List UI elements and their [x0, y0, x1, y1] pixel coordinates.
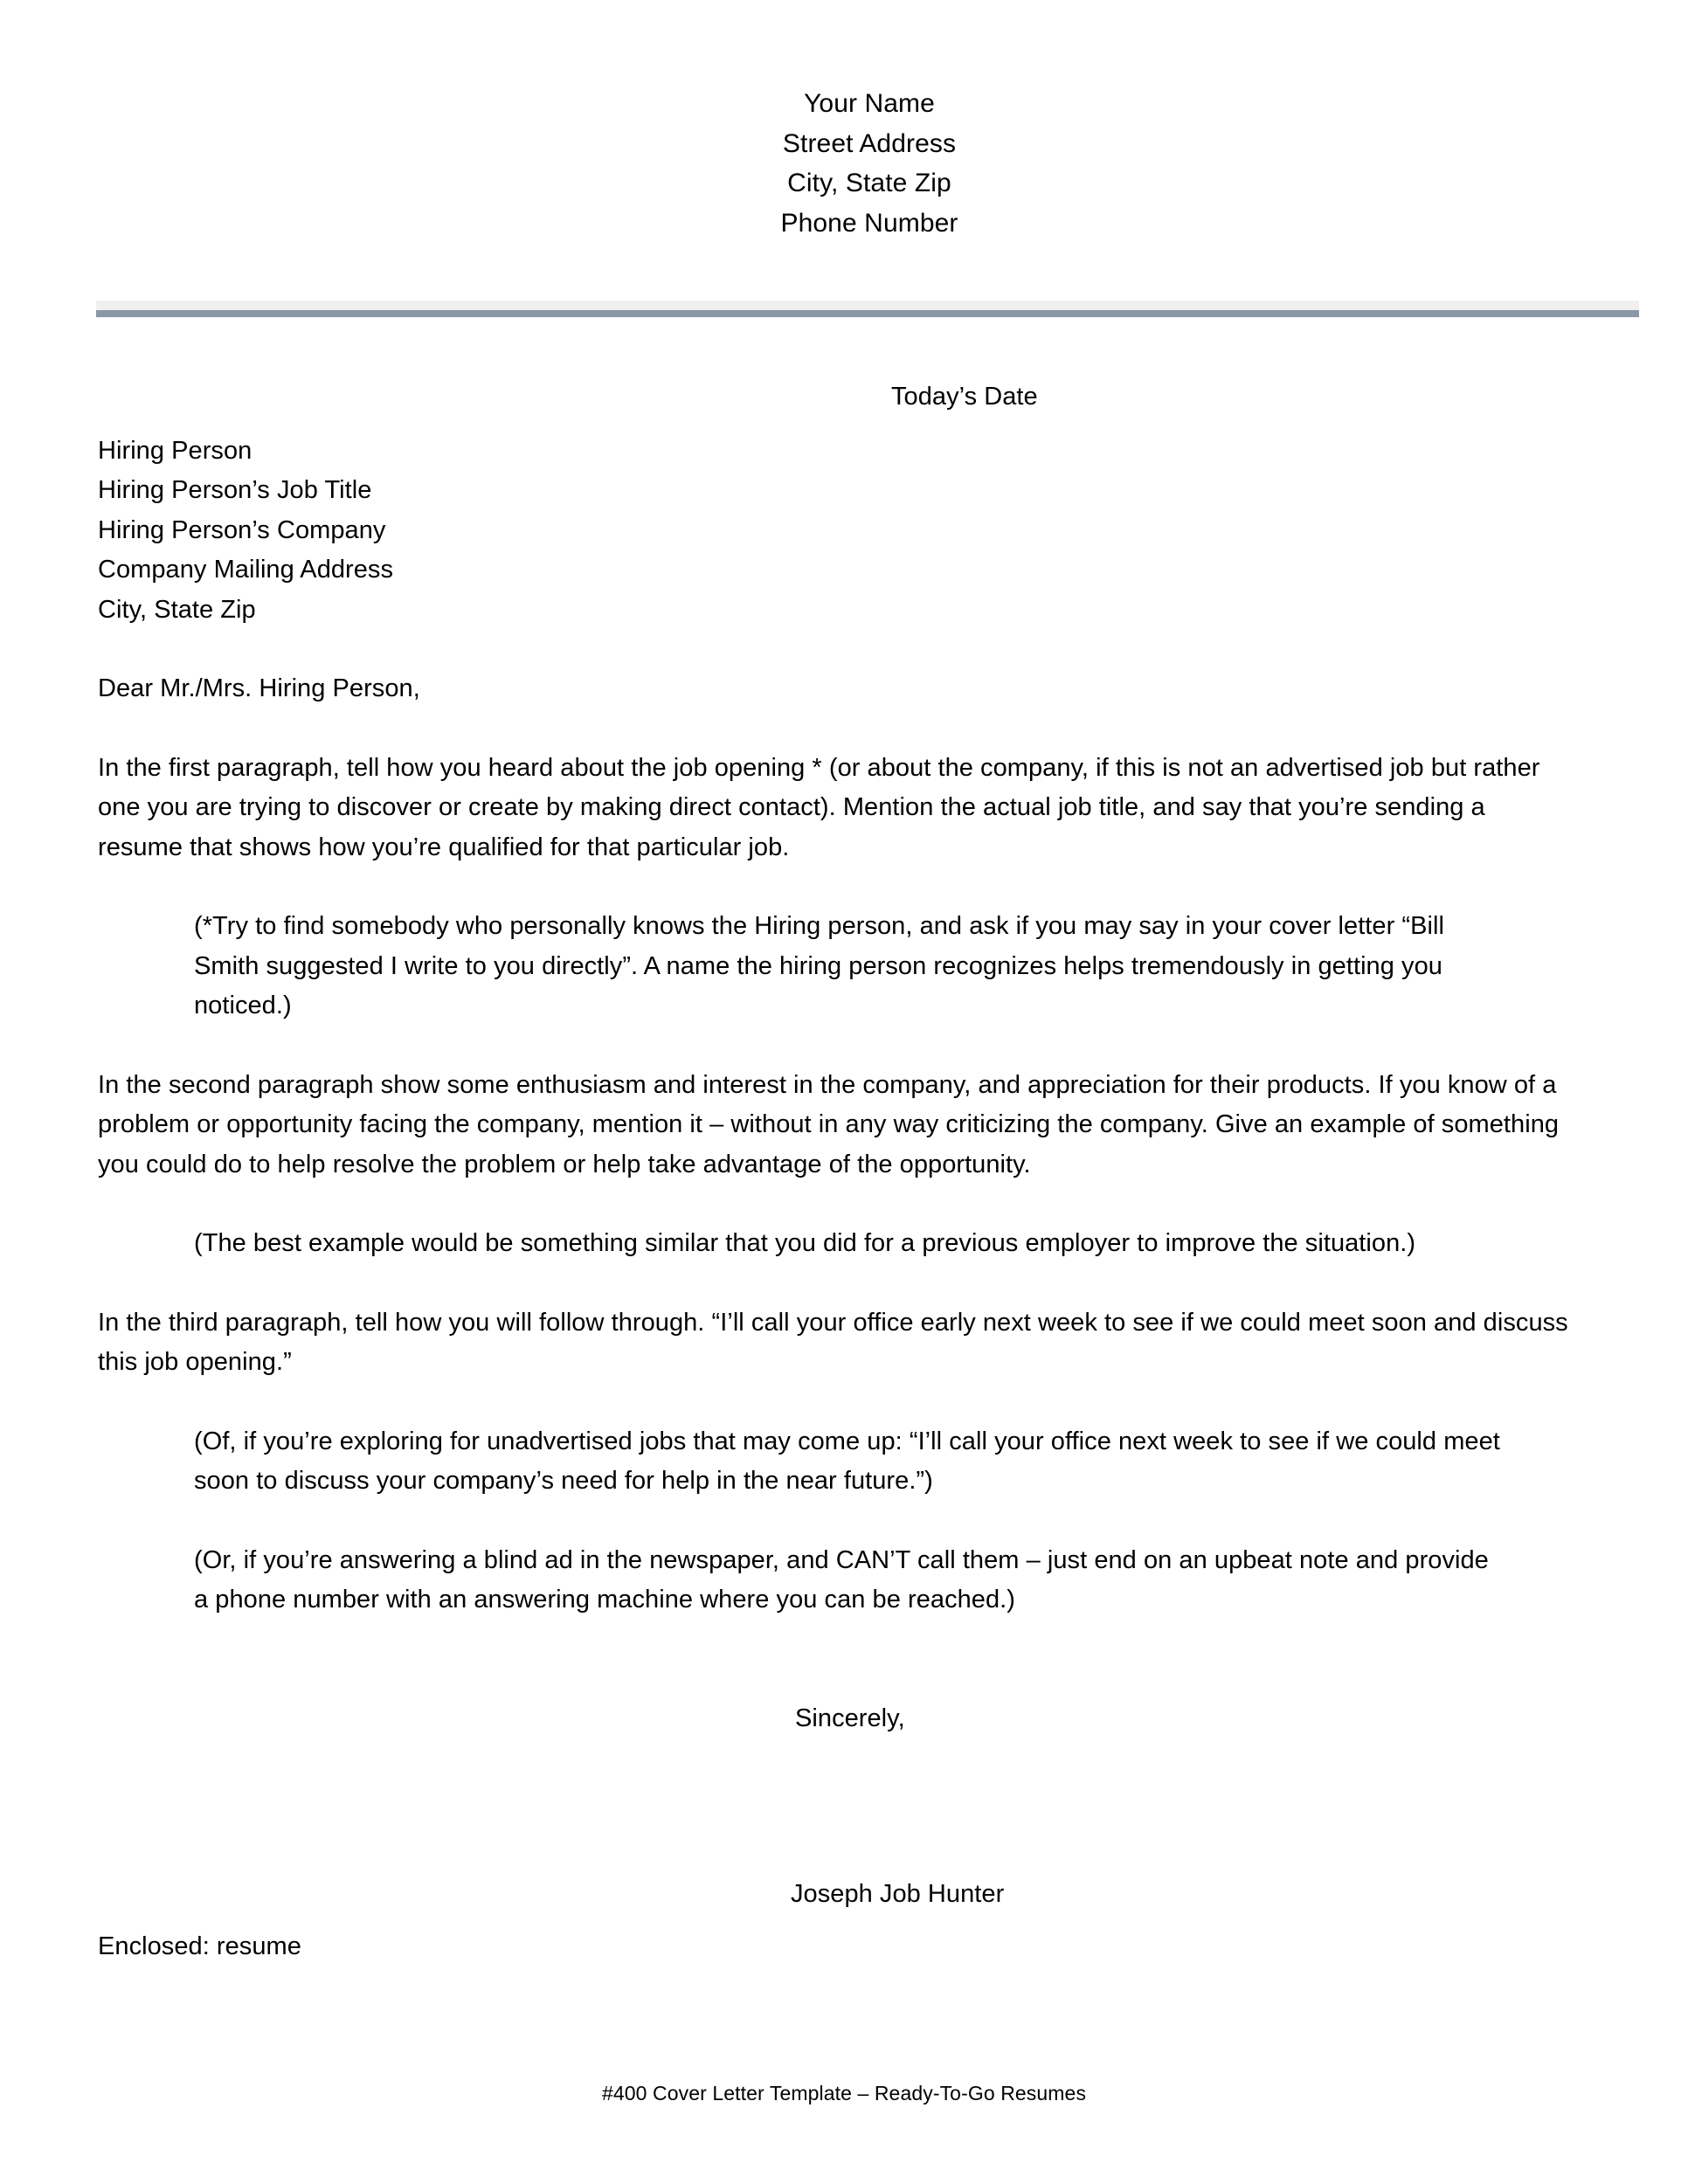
body-note-3: (Of, if you’re exploring for unadvertised jobs that may come up: “I’ll call your office next week to see if we could meet soon to discuss your company’s need for help in the near future.”): [194, 1427, 1500, 1495]
sender-phone-number: Phone Number: [780, 208, 958, 238]
body-note-2: (The best example would be something similar that you did for a previous employer to improve the situation.): [194, 1229, 1416, 1257]
sender-city-state-zip: City, State Zip: [787, 169, 951, 197]
enclosure-note: Enclosed: resume: [98, 1932, 301, 1960]
sender-street-address: Street Address: [782, 128, 957, 158]
letter-body: [98, 377, 1583, 1966]
body-paragraph-2: In the second paragraph show some enthusiasm and interest in the company, and appreciation for their products. If you know of a problem or opportunity facing the company, mention it – without in any way criticizing the company. Give an example of something you could do to help resolve the problem or help take advantage of the opportunity.: [98, 1070, 1560, 1178]
signature-name: Joseph Job Hunter: [791, 1880, 1005, 1908]
body-note-4: (Or, if you’re answering a blind ad in the newspaper, and CAN’T call them – just end on an upbeat note and provide a phone number with an answering machine where you can be reached.): [194, 1545, 1489, 1614]
letterhead-block: [98, 84, 1641, 243]
date-line: Today’s Date: [891, 383, 1038, 411]
recipient-city-state-zip: City, State Zip: [98, 595, 256, 624]
body-paragraph-1: In the first paragraph, tell how you heard about the job opening * (or about the company, if this is not an advertised job but rather one you are trying to discover or create by making direct contact). Mention the actual job title, and say that you’re sending a resume that shows how you’re qualified for that particular job.: [98, 753, 1540, 861]
sender-name: Your Name: [804, 89, 935, 118]
recipient-name: Hiring Person: [98, 436, 253, 465]
divider-main-band: [96, 310, 1639, 317]
body-note-1: (*Try to find somebody who personally knows the Hiring person, and ask if you may say in your cover letter “Bill Smith suggested I write to you directly”. A name the hiring person recognizes helps tremendously in getting you noticed.): [194, 912, 1444, 1019]
divider-highlight-band: [96, 301, 1639, 310]
recipient-job-title: Hiring Person’s Job Title: [98, 476, 372, 504]
recipient-mailing-address: Company Mailing Address: [98, 556, 394, 584]
recipient-address-block: [98, 432, 1583, 631]
body-paragraph-3: In the third paragraph, tell how you will follow through. “I’ll call your office early next week to see if we could meet soon and discuss this job opening.”: [98, 1308, 1568, 1376]
recipient-company: Hiring Person’s Company: [98, 515, 386, 544]
divider-hairline: [96, 317, 1639, 318]
page-footer: #400 Cover Letter Template – Ready-To-Go Resumes: [601, 2082, 1087, 2105]
header-divider-rule: [96, 301, 1639, 318]
salutation: Dear Mr./Mrs. Hiring Person,: [98, 674, 420, 702]
closing-salutation: Sincerely,: [795, 1704, 905, 1732]
